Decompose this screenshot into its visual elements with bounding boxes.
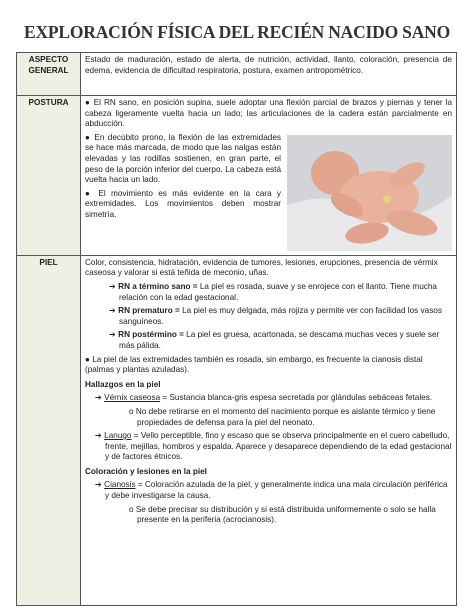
piel-item-prematuro: ➔ RN prematuro = La piel es muy delgada, más rojiza y permite ver con facilidad los vasos sanguíneos. bbox=[109, 306, 442, 326]
bullet-icon: ● bbox=[85, 188, 94, 198]
piel-intro: Color, consistencia, hidratación, evidencia de tumores, lesiones, erupciones, presencia de vérmix caseosa y valorar si está teñida de meconio, uñas. bbox=[85, 257, 438, 278]
row-piel bbox=[17, 255, 457, 605]
cianosis-item: ➔ Cianosis = Coloración azulada de la piel, y generalmente indica una mala circulación periférica y debe investigarse la causa. bbox=[95, 480, 448, 501]
arrow-icon: ➔ bbox=[109, 330, 116, 340]
arrow-icon: ➔ bbox=[95, 480, 102, 490]
piel-extremidades: ● La piel de las extremidades también es rosada, sin embargo, es frecuente la cianosis distal (palmas y plantas azuladas). bbox=[85, 354, 423, 375]
postura-content bbox=[81, 96, 457, 256]
postura-bullet-1: ● El RN sano, en posición supina, suele adoptar una flexión parcial de brazos y piernas y tener la cabeza ligeramente vuelta hacia un lado; las articulaciones de la cadera están parcialmente en abducción. bbox=[85, 98, 453, 129]
piel-item-termino: ➔ RN a término sano = La piel es rosada, suave y se enrojece con el llanto. Tiene mucha relación con la edad gestacional. bbox=[109, 281, 437, 302]
circle-bullet-icon: o bbox=[129, 406, 134, 416]
row-postura bbox=[17, 96, 457, 256]
lanugo-item: ➔ Lanugo = Vello perceptible, fino y escaso que se observa principalmente en el cuero cabelludo, frente, mejillas, hombros y espalda. Aparece y desaparece dependiendo de la edad gestacional y de factores étnicos. bbox=[95, 431, 452, 462]
piel-content bbox=[81, 255, 457, 605]
vernix-item: ➔ Vérnix caseosa = Sustancia blanca-gris espesa secretada por glándulas sebáceas fetales. bbox=[95, 393, 433, 403]
arrow-icon: ➔ bbox=[109, 281, 116, 291]
newborn-photo bbox=[287, 135, 452, 251]
exam-table bbox=[16, 52, 457, 606]
label-postura: POSTURA bbox=[17, 96, 81, 256]
document-title: EXPLORACIÓN FÍSICA DEL RECIÉN NACIDO SANO bbox=[24, 22, 450, 42]
bullet-icon: ● bbox=[85, 132, 92, 142]
hallazgos-heading: Hallazgos en la piel bbox=[85, 379, 161, 389]
bullet-icon: ● bbox=[85, 354, 90, 364]
row-aspecto-general bbox=[17, 53, 457, 96]
piel-item-postermino: ➔ RN postérmino = La piel es gruesa, acartonada, se descama muchas veces y suele ser más pálida. bbox=[109, 330, 440, 350]
label-aspecto-general: ASPECTO GENERAL bbox=[17, 53, 81, 96]
arrow-icon: ➔ bbox=[109, 306, 116, 316]
newborn-illustration bbox=[287, 135, 452, 251]
circle-bullet-icon: o bbox=[129, 504, 134, 514]
arrow-icon: ➔ bbox=[95, 393, 102, 403]
vernix-subitem: o No debe retirarse en el momento del nacimiento porque es aislante térmico y tiene propiedades de defensa para la piel del neonato. bbox=[129, 406, 436, 427]
arrow-icon: ➔ bbox=[95, 431, 102, 441]
label-piel: PIEL bbox=[17, 255, 81, 605]
cianosis-subitem: o Se debe precisar su distribución y si está distribuida uniformemente o solo se halla presente en la periferia (acrocianosis). bbox=[129, 504, 436, 525]
aspecto-general-text: Estado de maduración, estado de alerta, de nutrición, actividad, llanto, coloración, presencia de edema, evidencia de dificultad respiratoria, postura, examen antropométrico. bbox=[81, 53, 457, 96]
postura-bullet-3: ● El movimiento es más evidente en la cara y extremidades. Los movimientos deben mostrar simetría. bbox=[85, 188, 281, 219]
postura-bullet-2: ● En decúbito prono, la flexión de las extremidades se hace más marcada, de modo que las nalgas están elevadas y las rodillas sostienen, en gran parte, el peso de la porción inferior del cuerpo. La cabeza está vuelta hacia un lado. bbox=[85, 132, 281, 185]
bullet-icon: ● bbox=[85, 98, 91, 107]
coloracion-heading: Coloración y lesiones en la piel bbox=[85, 466, 207, 476]
